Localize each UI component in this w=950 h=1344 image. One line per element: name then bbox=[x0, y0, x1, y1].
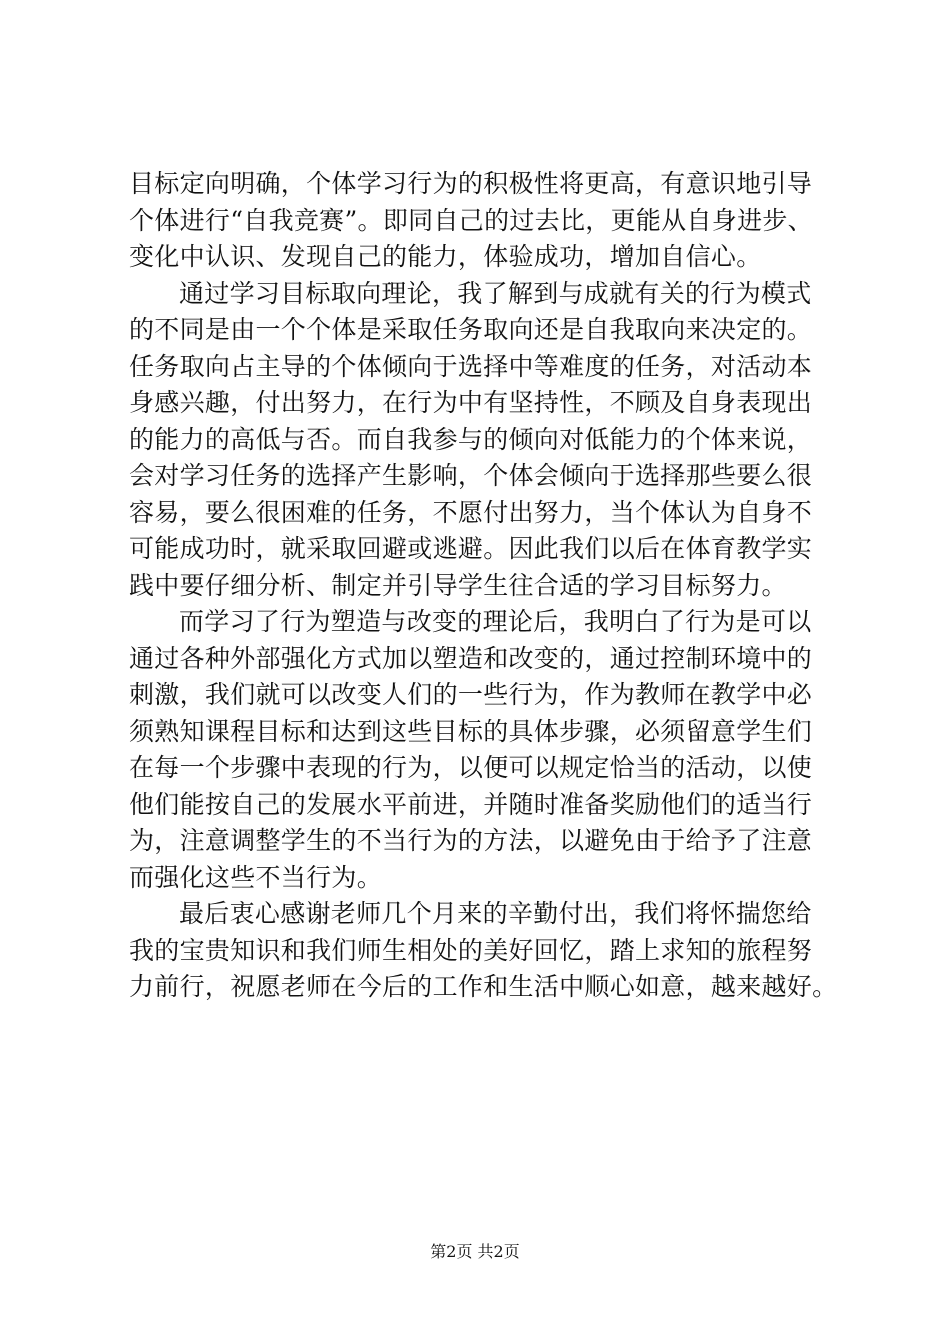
text-line: 在每一个步骤中表现的行为，以便可以规定恰当的活动，以使 bbox=[129, 753, 813, 782]
paragraph bbox=[129, 276, 841, 605]
text-line: 通过学习目标取向理论，我了解到与成就有关的行为模式 bbox=[179, 278, 812, 308]
text-line: 我的宝贵知识和我们师生相处的美好回忆，踏上求知的旅程努 bbox=[129, 935, 813, 965]
text-line: 可能成功时，就采取回避或逃避。因此我们以后在体育教学实 bbox=[129, 534, 813, 563]
text-line: 他们能按自己的发展水平前进，并随时准备奖励他们的适当行 bbox=[129, 789, 813, 819]
text-line: 刺激，我们就可以改变人们的一些行为，作为教师在教学中必 bbox=[129, 680, 813, 709]
text-line: 身感兴趣，付出努力，在行为中有坚持性，不顾及自身表现出 bbox=[129, 388, 813, 417]
text-line: 而强化这些不当行为。 bbox=[129, 862, 383, 892]
text-line: 须熟知课程目标和达到这些目标的具体步骤，必须留意学生们 bbox=[129, 716, 813, 746]
text-line: 目标定向明确，个体学习行为的积极性将更高，有意识地引导 bbox=[129, 169, 813, 198]
text-line: 最后衷心感谢老师几个月来的辛勤付出，我们将怀揣您给 bbox=[179, 899, 812, 928]
paragraph bbox=[129, 166, 841, 276]
text-line: 为，注意调整学生的不当行为的方法，以避免由于给予了注意 bbox=[129, 826, 813, 855]
text-line: 力前行，祝愿老师在今后的工作和生活中顺心如意，越来越好。 bbox=[129, 972, 838, 1001]
text-line: 践中要仔细分析、制定并引导学生往合适的学习目标努力。 bbox=[129, 570, 787, 600]
text-line: 的能力的高低与否。而自我参与的倾向对低能力的个体来说， bbox=[129, 424, 813, 454]
text-line: 容易，要么很困难的任务，不愿付出努力，当个体认为自身不 bbox=[129, 497, 813, 527]
text-line: 通过各种外部强化方式加以塑造和改变的，通过控制环境中的 bbox=[129, 643, 813, 673]
paragraph bbox=[129, 896, 841, 1006]
text-line: 会对学习任务的选择产生影响，个体会倾向于选择那些要么很 bbox=[129, 461, 813, 490]
text-line: 个体进行“自我竞赛”。即同自己的过去比，更能从自身进步、 bbox=[129, 205, 813, 235]
text-line: 变化中认识、发现自己的能力，体验成功，增加自信心。 bbox=[129, 242, 762, 271]
document-body bbox=[129, 166, 841, 1006]
page-number-footer: 第2页 共2页 bbox=[430, 1242, 520, 1261]
paragraph bbox=[129, 604, 841, 896]
text-line: 而学习了行为塑造与改变的理论后，我明白了行为是可以 bbox=[179, 607, 812, 636]
text-line: 任务取向占主导的个体倾向于选择中等难度的任务，对活动本 bbox=[129, 351, 813, 381]
text-line: 的不同是由一个个体是采取任务取向还是自我取向来决定的。 bbox=[129, 315, 813, 344]
